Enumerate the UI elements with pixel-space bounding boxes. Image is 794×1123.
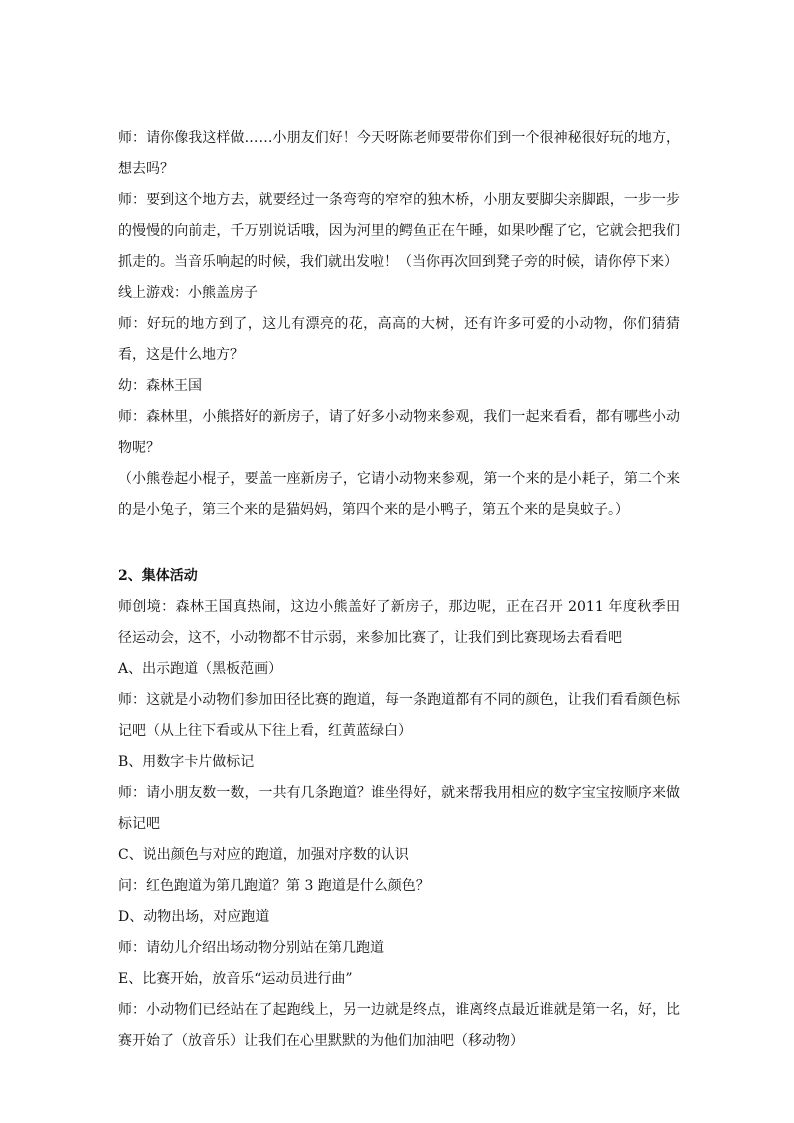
section-heading: 2、集体活动 — [118, 568, 198, 584]
step-d: D、动物出场，对应跑道 — [118, 909, 270, 925]
step-c: C、说出颜色与对应的跑道，加强对序数的认识 — [118, 847, 409, 863]
paragraph-story: （小熊卷起小棍子，要盖一座新房子，它请小动物来参观，第一个来的是小耗子，第二个来的是小兔子，第三个来的是猫妈妈，第四个来的是小鸭子，第五个来的是臭蚊子。） — [118, 471, 680, 518]
paragraph-scenario: 师创境：森林王国真热闹，这边小熊盖好了新房子，那边呢，正在召开 2011 年度秋季田径运动会，这不，小动物都不甘示弱，来参加比赛了，让我们到比赛现场去看看吧 — [118, 599, 680, 646]
paragraph-child-answer: 幼：森林王国 — [118, 378, 202, 394]
paragraph-animals-introduce: 师：请幼儿介绍出场动物分别站在第几跑道 — [118, 940, 384, 956]
paragraph-track-colors: 师：这就是小动物们参加田径比赛的跑道，每一条跑道都有不同的颜色，让我们看看颜色标记吧（从上往下看或从下往上看，红黄蓝绿白） — [118, 692, 680, 739]
document-page — [118, 123, 680, 1057]
paragraph-race-start: 师：小动物们已经站在了起跑线上，另一边就是终点，谁离终点最近谁就是第一名，好，比赛开始了（放音乐）让我们在心里默默的为他们加油吧（移动物） — [118, 1002, 680, 1049]
paragraph-question: 问：红色跑道为第几跑道？第 3 跑道是什么颜色？ — [118, 878, 430, 894]
paragraph-online-game: 线上游戏：小熊盖房子 — [118, 285, 258, 301]
blank-line — [118, 526, 680, 557]
step-b: B、用数字卡片做标记 — [118, 754, 255, 770]
step-a: A、出示跑道（黑板范画） — [118, 661, 283, 677]
paragraph-new-house: 师：森林里，小熊搭好的新房子，请了好多小动物来参观，我们一起来看看，都有哪些小动物呢？ — [118, 409, 680, 456]
paragraph-bridge-instructions: 师：要到这个地方去，就要经过一条弯弯的窄窄的独木桥，小朋友要脚尖亲脚跟，一步一步的慢慢的向前走，千万别说话哦，因为河里的鳄鱼正在午睡，如果吵醒了它，它就会把我们抓走的。当音乐响起的时候，我们就出发啦！（当你再次回到凳子旁的时候，请你停下来） — [118, 192, 680, 270]
paragraph-count-tracks: 师：请小朋友数一数，一共有几条跑道？谁坐得好，就来帮我用相应的数字宝宝按顺序来做标记吧 — [118, 785, 680, 832]
paragraph-teacher-greeting: 师：请你像我这样做……小朋友们好！今天呀陈老师要带你们到一个很神秘很好玩的地方，想去吗？ — [118, 130, 680, 177]
step-e: E、比赛开始，放音乐“运动员进行曲” — [118, 971, 353, 987]
paragraph-arrival: 师：好玩的地方到了，这儿有漂亮的花，高高的大树，还有许多可爱的小动物，你们猜猜看，这是什么地方？ — [118, 316, 680, 363]
